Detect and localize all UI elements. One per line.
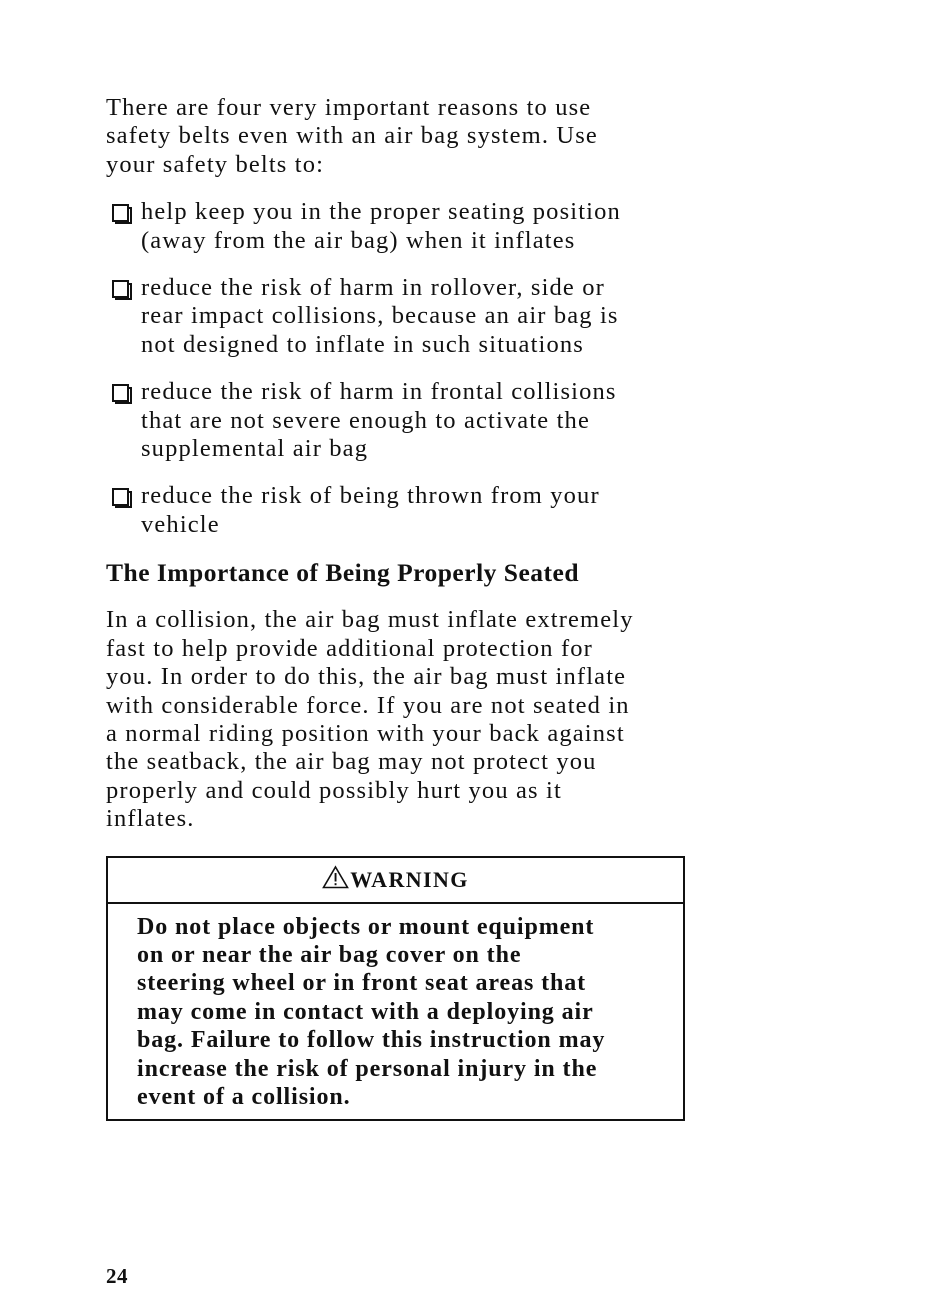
section-line: fast to help provide additional protection for [106,634,593,662]
bullet-item-proper-seating [106,198,696,255]
section-paragraph [106,606,696,833]
section-line: with considerable force. If you are not seated in [106,691,630,719]
intro-paragraph [106,94,696,179]
warning-header [108,858,683,904]
section-line: properly and could possibly hurt you as it [106,776,562,804]
bullet-line: reduce the risk of being thrown from your [141,482,600,510]
bullet-line: (away from the air bag) when it inflates [141,226,576,254]
warning-line: may come in contact with a deploying air [137,998,594,1025]
page-number: 24 [106,1264,128,1288]
intro-line: safety belts even with an air bag system. Use [106,122,598,150]
bullet-line: help keep you in the proper seating position [141,198,621,226]
bullet-line: reduce the risk of harm in frontal collisions [141,378,617,406]
section-heading: The Importance of Being Properly Seated [106,558,580,588]
section-line: you. In order to do this, the air bag must inflate [106,663,627,691]
checkbox-icon [112,488,132,508]
bullet-line: reduce the risk of harm in rollover, side or [141,274,605,302]
warning-title: WARNING [350,866,469,892]
section-line: a normal riding position with your back against [106,719,625,747]
warning-line: on or near the air bag cover on the [137,941,522,968]
section-line: inflates. [106,805,195,833]
bullet-line: that are not severe enough to activate the [141,406,590,434]
bullet-line: rear impact collisions, because an air bag is [141,302,619,330]
warning-line: event of a collision. [137,1083,351,1110]
section-line: the seatback, the air bag may not protect you [106,748,597,776]
intro-line: There are four very important reasons to use [106,94,592,121]
warning-line: increase the risk of personal injury in the [137,1055,598,1082]
bullet-item-thrown [106,482,696,539]
intro-line: your safety belts to: [106,150,325,178]
bullet-line: not designed to inflate in such situations [141,330,584,358]
warning-triangle-icon [322,865,349,889]
warning-line: steering wheel or in front seat areas that [137,970,587,997]
checkbox-icon [112,384,132,404]
checkbox-icon [112,280,132,300]
warning-line: bag. Failure to follow this instruction may [137,1027,606,1054]
bullet-line: vehicle [141,510,220,538]
checkbox-icon [112,204,132,224]
warning-line: Do not place objects or mount equipment [137,913,595,940]
bullet-item-frontal [106,378,696,463]
bullet-item-rollover [106,274,696,359]
bullet-line: supplemental air bag [141,435,369,463]
warning-text [108,904,683,1120]
manual-page-content [106,94,696,1121]
warning-box [106,856,685,1122]
section-line: In a collision, the air bag must inflate extremely [106,606,634,634]
